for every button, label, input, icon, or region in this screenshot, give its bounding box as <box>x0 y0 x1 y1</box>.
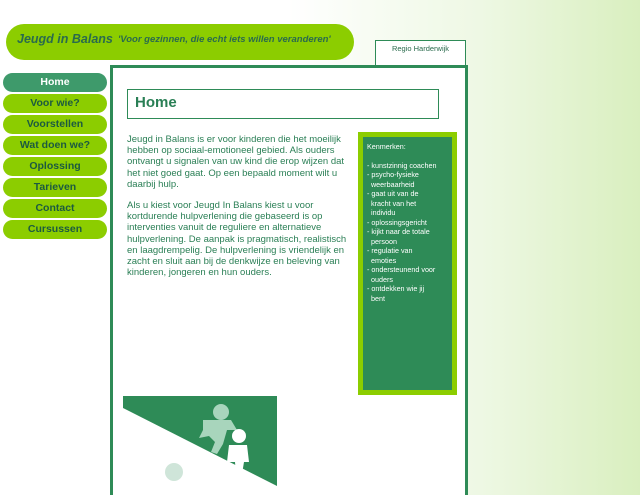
feature-item: - gaat uit van de <box>367 189 419 198</box>
intro-text <box>127 134 349 288</box>
region-label: Regio Harderwijk <box>375 40 466 66</box>
feature-item: - ondersteunend voor <box>367 265 436 274</box>
feature-item: weerbaarheid <box>367 179 415 189</box>
features-box <box>358 132 457 395</box>
feature-item: kracht van het <box>367 198 417 208</box>
nav-item-cursussen[interactable]: Cursussen <box>3 220 107 239</box>
intro-paragraph: Jeugd in Balans is er voor kinderen die het moeilijk hebben op sociaal-emotioneel gebied. Als ouders ontvangt u signalen van uw kind die erop wijzen dat het niet goed gaat. Op een bepaald moment wilt u daarbij hulp. <box>127 134 345 190</box>
nav-item-oplossing[interactable]: Oplossing <box>3 157 107 176</box>
features-title: Kenmerken: <box>367 142 406 151</box>
feature-item: persoon <box>367 236 397 246</box>
nav-item-tarieven[interactable]: Tarieven <box>3 178 107 197</box>
page-title: Home <box>135 94 177 111</box>
feature-item: - kunstzinnig coachen <box>367 160 437 170</box>
nav-item-wat-doen-we[interactable]: Wat doen we? <box>3 136 107 155</box>
tagline: 'Voor gezinnen, die echt iets willen veranderen' <box>118 34 331 45</box>
sidebar-nav <box>3 73 107 241</box>
nav-item-voorstellen[interactable]: Voorstellen <box>3 115 107 134</box>
feature-item: individu <box>367 208 396 217</box>
feature-item: bent <box>367 293 385 303</box>
feature-item: ouders <box>367 274 393 284</box>
page-title-box <box>127 89 439 119</box>
intro-paragraph: Als u kiest voor Jeugd In Balans kiest u voor kortdurende hulpverlening die gebaseerd is op interventies vanuit de reguliere en alternatieve hulpverlening. De aanpak is pragmatisch, realistisch en laagdrempelig. De hulpverlening is vriendelijk en zacht en sluit aan bij de denkwijze en beleving van kinderen, jongeren en hun ouders. <box>127 200 347 279</box>
climbing-help-icon <box>123 396 277 486</box>
nav-item-home[interactable]: Home <box>3 73 107 92</box>
site-title[interactable]: Jeugd in Balans <box>17 32 113 46</box>
feature-item: - kijkt naar de totale <box>367 227 430 236</box>
feature-item: - regulatie van <box>367 246 413 255</box>
feature-item: emoties <box>367 255 397 265</box>
feature-item: - oplossingsgericht <box>367 217 427 227</box>
features-list <box>367 161 448 304</box>
nav-item-voor-wie[interactable]: Voor wie? <box>3 94 107 113</box>
nav-item-contact[interactable]: Contact <box>3 199 107 218</box>
feature-item: - ontdekken wie jij <box>367 284 425 293</box>
feature-item: - psycho-fysieke <box>367 170 419 179</box>
